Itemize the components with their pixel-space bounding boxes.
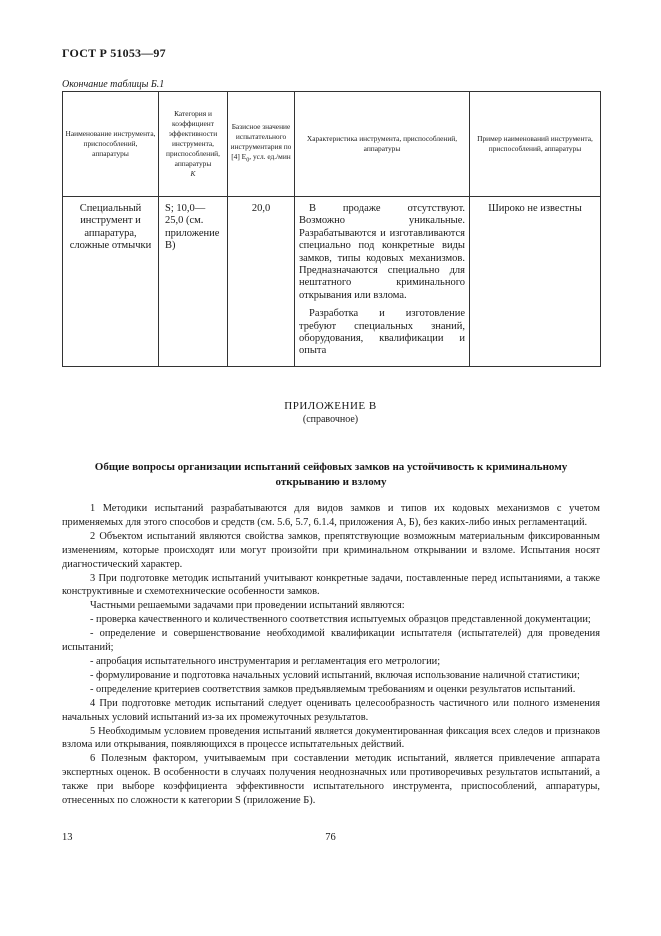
paragraph: 5 Необходимым условием проведения испытаний является документированная фиксация всех следов и признаков взлома или открывания, появляющихся в процессе испытательных действий.	[62, 725, 600, 751]
col-header-k: K	[190, 169, 196, 178]
cell-example: Широко не известны	[470, 197, 601, 367]
list-item: - апробация испытательного инструментария и регламентация его метрологии;	[90, 655, 441, 667]
cell-description	[295, 197, 470, 367]
section-title: Общие вопросы организации испытаний сейфовых замков на устойчивость к криминальному открыванию и взлому	[94, 461, 568, 488]
paragraph: Частными решаемыми задачами при проведении испытаний являются:	[90, 600, 405, 612]
body-text	[62, 502, 600, 808]
cell-value: 20,0	[228, 197, 295, 367]
paragraph: 6 Полезным фактором, учитываемым при составлении методик испытаний, является привлечение аппарата экспертных оценок. В особенности в случаях получения неоднозначных или противоречивых результатов испытаний, а также при выборе коэффициента эффективности испытательного инструмента, приспособлений, аппаратуры, отнесенных по сложности к категории S (приложение Б).	[62, 753, 600, 807]
paragraph: 4 При подготовке методик испытаний следует оценивать целесообразность частичного или полного изменения начальных условий испытаний из-за их промежуточных результатов.	[62, 697, 600, 723]
list-item: - формулирование и подготовка начальных условий испытаний, включая использование наличной статистики;	[90, 669, 580, 681]
table-header-row	[63, 92, 601, 197]
col-header-description: Характеристика инструмента, приспособлений, аппаратуры	[295, 92, 470, 197]
cell-description-p1: В продаже отсутствуют. Возможно уникальные. Разрабатываются и изготавливаются специально под конкретные виды замков, типы кодовых механизмов. Предназначаются специально для нештатного криминального открывания или взлома.	[299, 203, 465, 301]
col-header-name: Наименование инструмента, приспособлений, аппаратуры	[63, 92, 159, 197]
tools-table	[62, 91, 601, 367]
col-header-category-text: Категория и коэффициент эффективности инструмента, приспособлений, аппаратуры	[166, 109, 220, 168]
table-row	[63, 197, 601, 367]
page-number: 76	[325, 832, 336, 843]
appendix-subtitle: (справочное)	[302, 414, 359, 425]
document-header: ГОСТ Р 51053—97	[62, 46, 166, 60]
list-item: - определение критериев соответствия замков предъявляемым требованиям и оценки результатов испытаний.	[90, 683, 576, 695]
col-header-value-sub: 0	[246, 157, 250, 164]
cell-description-p2: Разработка и изготовление требуют специальных знаний, оборудования, квалификации и опыта	[299, 308, 465, 357]
cell-name: Специальный инструмент и аппаратура, сложные отмычки	[63, 197, 159, 367]
col-header-value-text: Базисное значение испытательного инструментария по [4] E	[230, 122, 292, 162]
appendix-title: ПРИЛОЖЕНИЕ В	[284, 400, 377, 412]
footer-left-number: 13	[62, 832, 73, 843]
table-caption: Окончание таблицы Б.1	[62, 79, 165, 90]
list-item: - проверка качественного и количественного соответствия испытуемых образцов представленной документации;	[90, 614, 591, 626]
list-item: - определение и совершенствование необходимой квалификации испытателя (испытателей) для проведения испытаний;	[62, 628, 600, 654]
col-header-value	[228, 92, 295, 197]
col-header-value-unit: , усл. ед./мин	[249, 152, 291, 162]
paragraph: 2 Объектом испытаний являются свойства замков, препятствующие возможным материальным фиксированным изменениям, которые происходят или могут произойти при криминальном открывании и взломе. Испытания носят диагностический характер.	[62, 530, 600, 570]
paragraph: 3 При подготовке методик испытаний учитывают конкретные задачи, поставленные перед испытаниями, а также конструктивные и схемотехнические особенности замков.	[62, 572, 600, 598]
col-header-example: Пример наименований инструмента, приспособлений, аппаратуры	[470, 92, 601, 197]
cell-category: S; 10,0—25,0 (см. приложение В)	[159, 197, 228, 367]
paragraph: 1 Методики испытаний разрабатываются для видов замков и типов их кодовых механизмов с учетом применяемых для этого способов и средств (см. 5.6, 5.7, 6.1.4, приложения А, Б), без каких-либо иных регламентаций.	[62, 503, 600, 528]
col-header-category	[159, 92, 228, 197]
